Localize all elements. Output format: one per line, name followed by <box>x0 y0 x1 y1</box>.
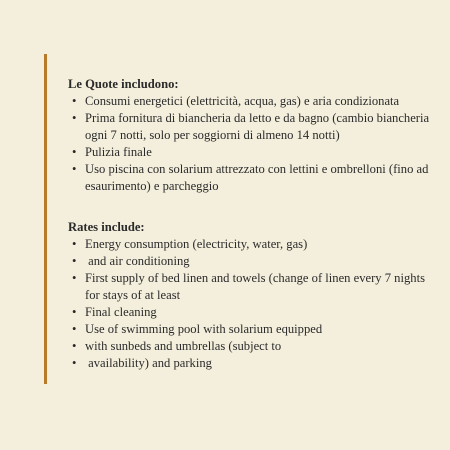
accent-bar <box>44 54 47 384</box>
list-item-line: • First supply of bed linen and towels (change of linen every 7 nights <box>85 271 425 285</box>
list-item-line: ogni 7 notti, solo per soggiorni di almeno 14 notti) <box>85 128 340 142</box>
list-item <box>68 144 450 161</box>
list-item-line: • Consumi energetici (elettricità, acqua, gas) e aria condizionata <box>85 94 400 108</box>
list-item <box>68 338 450 355</box>
list-item-line: • availability) and parking <box>85 356 212 370</box>
list-item <box>68 321 450 338</box>
list-item-line: • Uso piscina con solarium attrezzato con lettini e ombrelloni (fino ad <box>85 162 429 176</box>
italian-section-title: Le Quote includono: <box>68 77 179 91</box>
list-item <box>68 253 450 270</box>
section-spacer <box>68 211 450 219</box>
list-item <box>68 304 450 321</box>
section-spacer <box>68 195 450 211</box>
list-item-line: • Energy consumption (electricity, water, gas) <box>85 237 308 251</box>
list-item-line: • Prima fornitura di biancheria da letto e da bagno (cambio biancheria <box>85 111 430 125</box>
list-item <box>68 236 450 253</box>
list-item-line: for stays of at least <box>85 288 181 302</box>
list-item <box>68 110 450 144</box>
list-item <box>68 270 450 304</box>
list-item-line: • Use of swimming pool with solarium equipped <box>85 322 323 336</box>
list-item <box>68 355 450 372</box>
rates-content <box>68 76 450 372</box>
list-item-line: • with sunbeds and umbrellas (subject to <box>85 339 282 353</box>
italian-list <box>68 93 450 195</box>
list-item-line: • and air conditioning <box>85 254 190 268</box>
list-item-line: esaurimento) e parcheggio <box>85 179 219 193</box>
list-item <box>68 93 450 110</box>
english-list <box>68 236 450 372</box>
list-item <box>68 161 450 195</box>
english-section-title: Rates include: <box>68 220 145 234</box>
list-item-line: • Final cleaning <box>85 305 157 319</box>
list-item-line: • Pulizia finale <box>85 145 152 159</box>
